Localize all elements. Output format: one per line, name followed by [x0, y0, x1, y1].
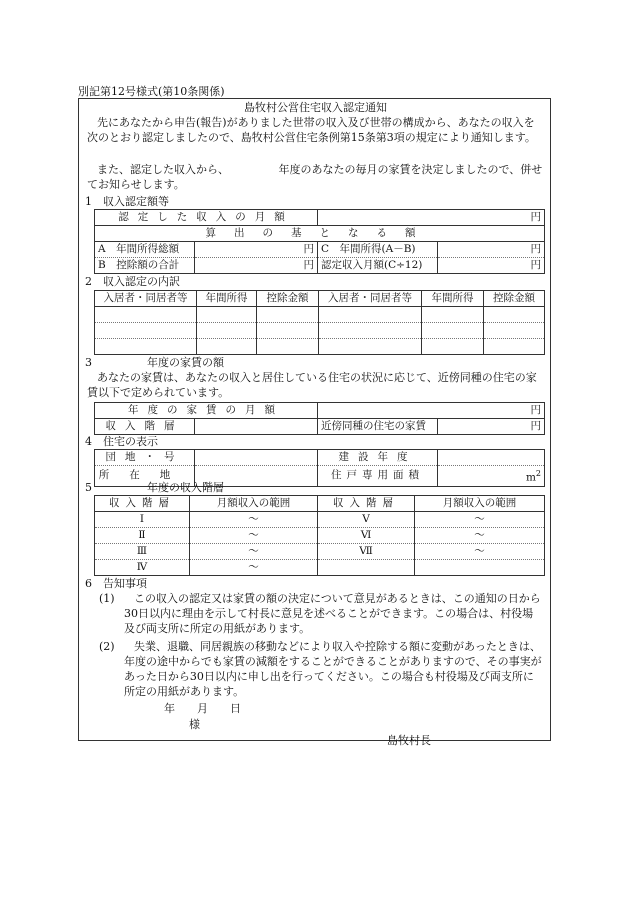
header-annual-income-2: 年間所得	[422, 291, 484, 307]
intro-paragraph-2: また、認定した収入から、 年度のあなたの毎月の家賃を決定しましたので、併せてお知らせします。	[87, 163, 543, 191]
header-annual-income-1: 年間所得	[197, 291, 257, 307]
header-class-right: 収入階層	[318, 496, 415, 512]
construction-year-label: 建設年度	[318, 450, 438, 466]
table-row	[95, 544, 545, 560]
document-title: 島牧村公営住宅収入認定通知	[244, 101, 387, 114]
section-6-heading: 6 告知事項	[85, 577, 147, 590]
certified-monthly-income-value: 円	[438, 258, 545, 274]
table-row	[95, 323, 545, 339]
annual-income-total-label: A 年間所得総額	[95, 242, 195, 258]
section-1-heading: 1 収入認定額等	[85, 195, 169, 208]
addressee-suffix: 様	[189, 718, 200, 731]
annual-income-total-value: 円	[195, 242, 318, 258]
header-range-right: 月額収入の範囲	[415, 496, 545, 512]
header-deduction-1: 控除金額	[257, 291, 319, 307]
section-5-heading: 5 年度の収入階層	[85, 481, 224, 494]
header-class-left: 収入階層	[95, 496, 190, 512]
monthly-income-label: 認定した収入の月額	[95, 210, 318, 226]
section-2-heading: 2 収入認定の内訳	[85, 275, 180, 288]
range-cell: ～	[415, 512, 545, 528]
annual-income-net-value: 円	[438, 242, 545, 258]
floor-area-label: 住戸専用面積	[318, 466, 438, 487]
complex-number-value	[195, 450, 318, 466]
class-cell: Ⅲ	[95, 544, 190, 560]
range-cell: ～	[190, 528, 318, 544]
table-row	[95, 339, 545, 355]
calculation-basis-label: 算出の基となる額	[95, 226, 545, 242]
header-resident-1: 入居者・同居者等	[95, 291, 197, 307]
notice-item-1-number: (1)	[99, 592, 115, 605]
range-cell: ～	[415, 528, 545, 544]
signer-name: 島牧村長	[387, 734, 431, 747]
class-cell: Ⅶ	[318, 544, 415, 560]
notice-item-1-text: この収入の認定又は家賃の額の決定について意見があるときは、この通知の日から30日以内に理由を示して村長に意見を述べることができます。この場合は、村役場及び両支所に所定の用紙があります。	[124, 592, 541, 635]
notice-item-2-number: (2)	[99, 640, 115, 653]
form-number-label: 別記第12号様式(第10条関係)	[78, 85, 225, 98]
range-cell: ～	[190, 544, 318, 560]
table-row	[95, 307, 545, 323]
class-cell: Ⅱ	[95, 528, 190, 544]
nearby-rent-label: 近傍同種の住宅の家賃	[318, 419, 438, 435]
income-class-label: 収入階層	[95, 419, 195, 435]
nearby-rent-value: 円	[438, 419, 545, 435]
class-cell: Ⅳ	[95, 560, 190, 576]
income-breakdown-table	[94, 290, 545, 355]
construction-year-value	[438, 450, 545, 466]
section-3-heading: 3 年度の家賃の額	[85, 356, 224, 369]
monthly-income-value: 円	[318, 210, 545, 226]
class-cell: Ⅰ	[95, 512, 190, 528]
income-class-table	[94, 495, 545, 576]
income-class-value	[195, 419, 318, 435]
notice-item-2-text: 失業、退職、同居親族の移動などにより収入や控除する額に変動があったときは、年度の途中からでも家賃の減額をすることができることがありますので、その事実があった日から30日以内に申し出を行ってください。この場合も村役場及び両支所に所定の用紙があります。	[124, 640, 542, 698]
class-cell: Ⅵ	[318, 528, 415, 544]
complex-number-label: 団地・号	[95, 450, 195, 466]
monthly-rent-label: 年度の家賃の月額	[95, 403, 318, 419]
table-row	[95, 512, 545, 528]
range-cell	[415, 560, 545, 576]
rent-explanation: あなたの家賃は、あなたの収入と居住している住宅の状況に応じて、近傍同種の住宅の家賃以下で定められています。	[87, 371, 537, 399]
header-range-left: 月額収入の範囲	[190, 496, 318, 512]
annual-income-net-label: C 年間所得(A－B)	[318, 242, 438, 258]
header-deduction-2: 控除金額	[484, 291, 545, 307]
range-cell: ～	[415, 544, 545, 560]
date-line: 年 月 日	[164, 702, 241, 715]
location-label: 所在地	[95, 466, 195, 487]
table-row	[95, 560, 545, 576]
notice-frame	[78, 98, 551, 747]
certified-monthly-income-label: 認定収入月額(C÷12)	[318, 258, 438, 274]
range-cell: ～	[190, 512, 318, 528]
monthly-rent-value: 円	[318, 403, 545, 419]
class-cell	[318, 560, 415, 576]
table-row	[95, 528, 545, 544]
deduction-total-value: 円	[195, 258, 318, 274]
range-cell: ～	[190, 560, 318, 576]
intro-paragraph-1: 先にあなたから申告(報告)がありました世帯の収入及び世帯の構成から、あなたの収入を次のとおり認定しましたので、島牧村公営住宅条例第15条第3項の規定により通知します。	[87, 116, 536, 144]
rent-table	[94, 402, 545, 435]
income-certification-table	[94, 209, 545, 274]
header-resident-2: 入居者・同居者等	[319, 291, 422, 307]
floor-area-value: $m^2$	[438, 466, 545, 487]
deduction-total-label: B 控除額の合計	[95, 258, 195, 274]
section-4-heading: 4 住宅の表示	[85, 435, 158, 448]
class-cell: Ⅴ	[318, 512, 415, 528]
